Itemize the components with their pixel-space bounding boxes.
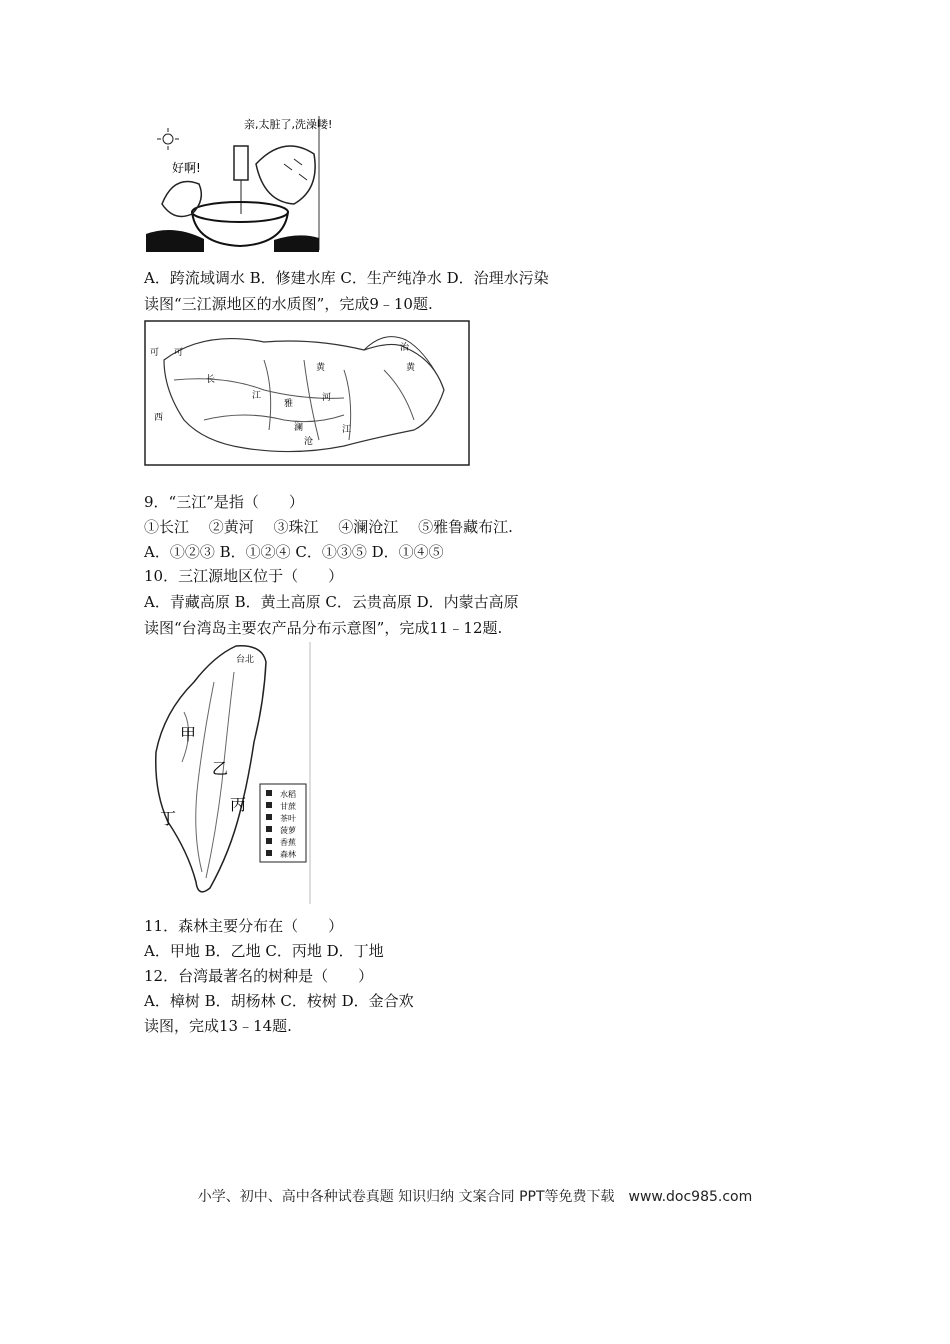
taipei-label: 台北 bbox=[236, 655, 255, 665]
speech-bubble-left: 好啊! bbox=[172, 161, 201, 175]
legend-item: 甘蔗 bbox=[280, 802, 296, 811]
sanjiang-water-quality-map bbox=[144, 320, 470, 466]
speech-bubble-right: 亲,太脏了,洗澡喽! bbox=[244, 118, 333, 131]
question-10-stem: 10．三江源地区位于（ ） bbox=[144, 567, 344, 585]
question-12-options: A．樟树 B．胡杨林 C．桉树 D．金合欢 bbox=[144, 992, 414, 1010]
question-8-options: A．跨流域调水 B．修建水库 C．生产纯净水 D．治理水污染 bbox=[144, 269, 549, 287]
map-label: 沧 bbox=[304, 437, 314, 447]
question-9-stem: 9．“三江”是指（ ） bbox=[144, 493, 304, 511]
question-11-stem: 11．森林主要分布在（ ） bbox=[144, 917, 344, 935]
region-yi-label: 乙 bbox=[212, 759, 229, 778]
region-jia-label: 甲 bbox=[180, 725, 197, 744]
map-label: 江 bbox=[342, 425, 352, 435]
intro-questions-13-14: 读图，完成13﹣14题. bbox=[144, 1017, 292, 1035]
legend-item: 水稻 bbox=[280, 790, 296, 799]
legend-item: 菠萝 bbox=[280, 826, 296, 835]
map-legend bbox=[260, 784, 306, 862]
region-bing-label: 丙 bbox=[230, 795, 247, 814]
map-label: 可 bbox=[150, 348, 160, 358]
map-label: 西 bbox=[154, 413, 164, 423]
page-footer: 小学、初中、高中各种试卷真题 知识归纳 文案合同 PPT等免费下载 www.doc985.com bbox=[197, 1189, 753, 1205]
map-label: 可 bbox=[174, 348, 184, 358]
legend-item: 香蕉 bbox=[280, 838, 296, 847]
map-label: 黄 bbox=[406, 363, 416, 373]
taiwan-agriculture-map bbox=[144, 642, 314, 904]
map-label: 河 bbox=[322, 393, 332, 403]
map-label: 雅 bbox=[284, 399, 294, 409]
cartoon-figure bbox=[144, 114, 333, 252]
intro-questions-11-12: 读图“台湾岛主要农产品分布示意图”，完成11﹣12题. bbox=[144, 619, 503, 637]
question-9-options: A．①②③ B．①②④ C．①③⑤ D．①④⑤ bbox=[144, 543, 444, 561]
intro-questions-9-10: 读图“三江源地区的水质图”，完成9﹣10题. bbox=[144, 295, 433, 313]
map-label: 江 bbox=[252, 391, 262, 401]
question-12-stem: 12．台湾最著名的树种是（ ） bbox=[144, 967, 374, 985]
region-ding-label: 丁 bbox=[160, 809, 177, 828]
question-11-options: A．甲地 B．乙地 C．丙地 D．丁地 bbox=[144, 942, 384, 960]
map-label: 黄 bbox=[316, 363, 326, 373]
question-10-options: A．青藏高原 B．黄土高原 C．云贵高原 D．内蒙古高原 bbox=[144, 593, 519, 611]
map-label: 长 bbox=[206, 375, 216, 385]
question-9-items: ①长江 ②黄河 ③珠江 ④澜沧江 ⑤雅鲁藏布江. bbox=[144, 518, 513, 536]
legend-item: 茶叶 bbox=[280, 814, 296, 823]
map-label: 治 bbox=[400, 343, 410, 353]
map-label: 澜 bbox=[294, 423, 304, 433]
legend-item: 森林 bbox=[280, 850, 296, 859]
